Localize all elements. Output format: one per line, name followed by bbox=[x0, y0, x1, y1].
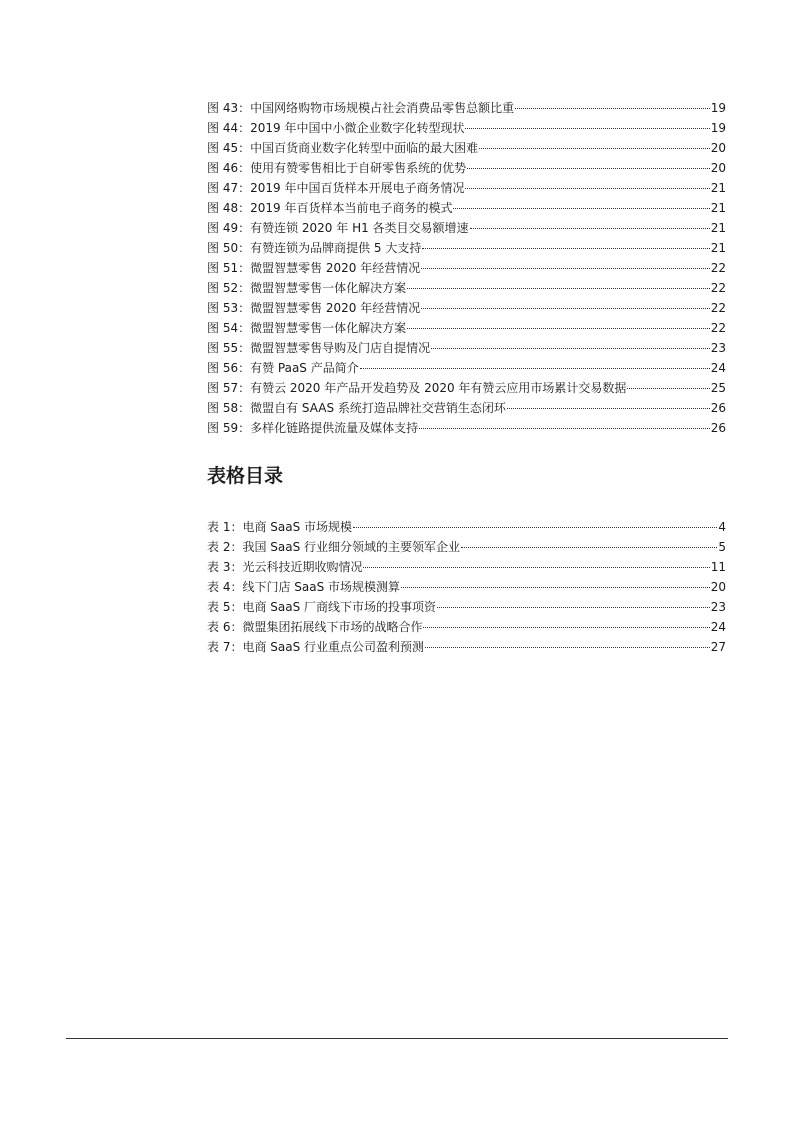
toc-entry[interactable] bbox=[207, 636, 726, 656]
entry-page: 22 bbox=[710, 301, 726, 315]
dot-leader bbox=[363, 553, 709, 568]
dot-leader bbox=[627, 374, 709, 389]
entry-title: 图 59：多样化链路提供流量及媒体支持 bbox=[207, 421, 419, 435]
dot-leader bbox=[423, 613, 709, 628]
dot-leader bbox=[437, 593, 710, 608]
entry-page: 24 bbox=[710, 361, 726, 375]
entry-title: 图 52：微盟智慧零售一体化解决方案 bbox=[207, 281, 407, 295]
dot-leader bbox=[353, 513, 717, 528]
entry-title: 表 2：我国 SaaS 行业细分领域的主要领军企业 bbox=[207, 540, 461, 554]
entry-title: 图 56：有赞 PaaS 产品简介 bbox=[207, 361, 359, 375]
entry-title: 图 45：中国百货商业数字化转型中面临的最大困难 bbox=[207, 141, 479, 155]
entry-page: 19 bbox=[710, 121, 726, 135]
entry-page: 20 bbox=[710, 161, 726, 175]
entry-page: 4 bbox=[718, 520, 726, 534]
entry-title: 表 3：光云科技近期收购情况 bbox=[207, 560, 363, 574]
entry-page: 21 bbox=[710, 201, 726, 215]
table-index-list bbox=[207, 516, 726, 656]
entry-page: 27 bbox=[710, 640, 726, 654]
dot-leader bbox=[421, 254, 709, 269]
entry-page: 20 bbox=[710, 580, 726, 594]
dot-leader bbox=[425, 633, 710, 648]
entry-title: 图 50：有赞连锁为品牌商提供 5 大支持 bbox=[207, 241, 422, 255]
entry-page: 22 bbox=[710, 281, 726, 295]
entry-page: 22 bbox=[710, 261, 726, 275]
dot-leader bbox=[507, 394, 710, 409]
entry-title: 图 48：2019 年百货样本当前电子商务的模式 bbox=[207, 201, 453, 215]
dot-leader bbox=[470, 214, 710, 229]
dot-leader bbox=[407, 274, 710, 289]
dot-leader bbox=[422, 234, 709, 249]
figure-index-list bbox=[207, 97, 726, 437]
dot-leader bbox=[467, 154, 710, 169]
entry-title: 图 58：微盟自有 SAAS 系统打造品牌社交营销生态闭环 bbox=[207, 401, 506, 415]
entry-page: 21 bbox=[710, 181, 726, 195]
dot-leader bbox=[515, 94, 710, 109]
dot-leader bbox=[401, 573, 710, 588]
entry-page: 20 bbox=[710, 141, 726, 155]
entry-title: 表 1：电商 SaaS 市场规模 bbox=[207, 520, 353, 534]
entry-page: 25 bbox=[710, 381, 726, 395]
entry-page: 26 bbox=[710, 421, 726, 435]
entry-page: 21 bbox=[710, 221, 726, 235]
toc-entry[interactable] bbox=[207, 417, 726, 437]
dot-leader bbox=[431, 334, 710, 349]
dot-leader bbox=[453, 194, 709, 209]
entry-page: 23 bbox=[710, 341, 726, 355]
dot-leader bbox=[421, 294, 709, 309]
entry-title: 表 7：电商 SaaS 行业重点公司盈利预测 bbox=[207, 640, 425, 654]
entry-title: 图 49：有赞连锁 2020 年 H1 各类目交易额增速 bbox=[207, 221, 469, 235]
dot-leader bbox=[465, 114, 709, 129]
entry-page: 23 bbox=[710, 600, 726, 614]
entry-page: 22 bbox=[710, 321, 726, 335]
entry-page: 24 bbox=[710, 620, 726, 634]
entry-page: 5 bbox=[718, 540, 726, 554]
entry-page: 19 bbox=[710, 101, 726, 115]
tables-section-heading: 表格目录 bbox=[207, 465, 284, 487]
entry-title: 图 46：使用有赞零售相比于自研零售系统的优势 bbox=[207, 161, 467, 175]
footer-divider bbox=[66, 1038, 728, 1039]
entry-title: 表 4：线下门店 SaaS 市场规模测算 bbox=[207, 580, 401, 594]
dot-leader bbox=[419, 414, 710, 429]
entry-page: 26 bbox=[710, 401, 726, 415]
entry-title: 图 57：有赞云 2020 年产品开发趋势及 2020 年有赞云应用市场累计交易数据 bbox=[207, 381, 627, 395]
entry-title: 图 55：微盟智慧零售导购及门店自提情况 bbox=[207, 341, 431, 355]
entry-title: 图 53：微盟智慧零售 2020 年经营情况 bbox=[207, 301, 421, 315]
dot-leader bbox=[407, 314, 710, 329]
dot-leader bbox=[465, 174, 709, 189]
entry-page: 11 bbox=[710, 560, 726, 574]
dot-leader bbox=[479, 134, 710, 149]
entry-title: 图 51：微盟智慧零售 2020 年经营情况 bbox=[207, 261, 421, 275]
entry-page: 21 bbox=[710, 241, 726, 255]
dot-leader bbox=[360, 354, 710, 369]
entry-title: 图 43：中国网络购物市场规模占社会消费品零售总额比重 bbox=[207, 101, 515, 115]
entry-title: 表 5：电商 SaaS 厂商线下市场的投事项资 bbox=[207, 600, 437, 614]
entry-title: 图 44：2019 年中国中小微企业数字化转型现状 bbox=[207, 121, 465, 135]
dot-leader bbox=[461, 533, 717, 548]
entry-title: 表 6：微盟集团拓展线下市场的战略合作 bbox=[207, 620, 423, 634]
entry-title: 图 47：2019 年中国百货样本开展电子商务情况 bbox=[207, 181, 465, 195]
entry-title: 图 54：微盟智慧零售一体化解决方案 bbox=[207, 321, 407, 335]
